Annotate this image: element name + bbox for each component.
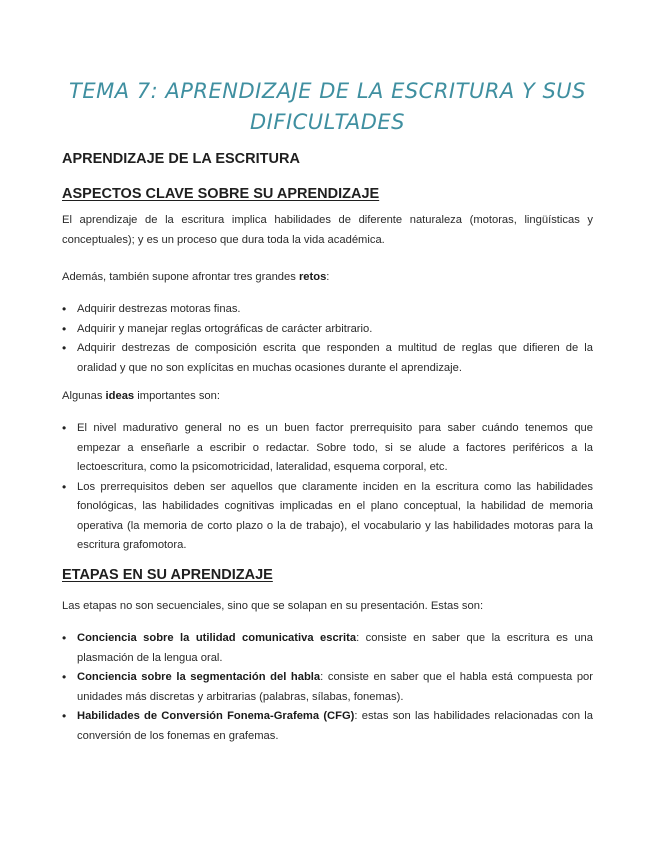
- section-heading-aspectos: ASPECTOS CLAVE SOBRE SU APRENDIZAJE: [62, 186, 380, 202]
- etapa-term: Habilidades de Conversión Fonema-Grafema (CFG): [77, 710, 355, 722]
- paragraph-retos: [62, 268, 593, 288]
- list-item: [62, 707, 593, 746]
- etapa-desc: : estas son las habilidades relacionadas con la conversión de los fonemas en grafemas.: [77, 710, 594, 742]
- ideas-prefix: Algunas: [62, 390, 106, 402]
- main-heading: APRENDIZAJE DE LA ESCRITURA: [62, 151, 300, 167]
- etapa-desc: : consiste en saber que la escritura es una plasmación de la lengua oral.: [77, 632, 593, 664]
- page-title: TEMA 7: APRENDIZAJE DE LA ESCRITURA Y SUS DIFICULTADES: [69, 79, 586, 134]
- paragraph-etapas-intro: Las etapas no son secuenciales, sino que se solapan en su presentación. Estas son:: [62, 600, 484, 612]
- list-item: • Adquirir y manejar reglas ortográficas de carácter arbitrario.: [62, 320, 593, 340]
- list-item: • El nivel madurativo general no es un buen factor prerrequisito para saber cuándo tenemos que empezar a enseñarle a escribir o redactar. Sobre todo, si se alude a factores periféricos a la lectoescritura, como la psicomotricidad, lateralidad, esquema corporal, etc.: [62, 419, 593, 478]
- etapa-term: Conciencia sobre la segmentación del habla: [77, 671, 321, 683]
- etapas-list: [62, 629, 593, 746]
- etapa-term: Conciencia sobre la utilidad comunicativa escrita: [77, 632, 357, 644]
- list-item: • Adquirir destrezas motoras finas.: [62, 300, 593, 320]
- ideas-list: [62, 419, 593, 556]
- list-item: [62, 629, 593, 668]
- retos-list: [62, 300, 593, 378]
- list-item: [62, 668, 593, 707]
- ideas-bold: ideas: [105, 390, 135, 402]
- retos-suffix: :: [326, 271, 330, 283]
- retos-prefix: Además, también supone afrontar tres grandes: [62, 271, 299, 283]
- list-item: • Adquirir destrezas de composición escrita que responden a multitud de reglas que difieren de la oralidad y que no son explícitas en muchas ocasiones durante el aprendizaje.: [62, 339, 593, 378]
- retos-bold: retos: [298, 271, 327, 283]
- paragraph-ideas: [62, 387, 593, 407]
- section-heading-etapas: ETAPAS EN SU APRENDIZAJE: [62, 567, 273, 583]
- ideas-suffix: importantes son:: [134, 390, 220, 402]
- list-item: • Los prerrequisitos deben ser aquellos que claramente inciden en la escritura como las habilidades fonológicas, las habilidades cognitivas implicadas en el plano conceptual, la habilidad de memoria operativa (la memoria de corto plazo o la de trabajo), el vocabulario y las habilidades motoras para la escritura grafomotora.: [62, 478, 593, 556]
- etapa-desc: : consiste en saber que el habla está compuesta por unidades más discretas y arbitrarias (palabras, sílabas, fonemas).: [77, 671, 593, 703]
- paragraph-intro: El aprendizaje de la escritura implica habilidades de diferente naturaleza (motoras, lingüísticas y conceptuales); y es un proceso que dura toda la vida académica.: [62, 214, 593, 246]
